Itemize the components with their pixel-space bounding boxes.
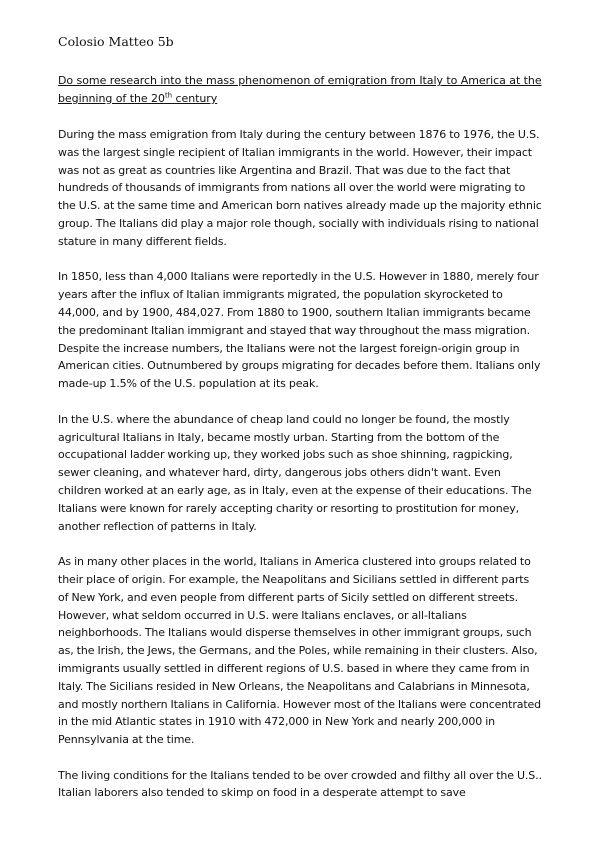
title-superscript: th: [164, 91, 173, 100]
paragraph-3: In the U.S. where the abundance of cheap land could no longer be found, the mostly agricultural Italians in Italy, became mostly urban. Starting from the bottom of the occupational ladder working up, they worked jobs such as shoe shinning, ragpicking, sewer cleaning, and whatever hard, dirty, dangerous jobs others didn't want. Even children worked at an early age, as in Italy, even at the expense of their educations. The Italians were known for rarely accepting charity or resorting to prostitution for money, another reflection of patterns in Italy.: [58, 412, 532, 533]
assignment-title: [58, 72, 542, 108]
paragraph-5: The living conditions for the Italians tended to be over crowded and filthy all over the U.S.. Italian laborers also tended to skimp on food in a desperate attempt to save: [58, 768, 542, 800]
title-tail-text: century: [172, 92, 218, 105]
paragraph-4: As in many other places in the world, Italians in America clustered into groups related to their place of origin. For example, the Neapolitans and Sicilians settled in different parts of New York, and even people from different parts of Sicily settled on different streets. However, what seldom occurred in U.S. were Italians enclaves, or all-Italians neighborhoods. The Italians would disperse themselves in other immigrant groups, such as, the Irish, the Jews, the Germans, and the Poles, while remaining in their clusters. Also, immigrants usually settled in different regions of U.S. based in where they came from in Italy. The Sicilians resided in New Orleans, the Neapolitans and Calabrians in Minnesota, and mostly northern Italians in California. However most of the Italians were concentrated in the mid Atlantic states in 1910 with 472,000 in New York and nearly 200,000 in Pennsylvania at the time.: [58, 555, 542, 747]
document-page: [58, 33, 542, 820]
title-main-text: Do some research into the mass phenomenon of emigration from Italy to America at the beginning of the 20: [58, 74, 542, 105]
author-line: Colosio Matteo 5b: [58, 34, 174, 49]
paragraph-2: In 1850, less than 4,000 Italians were reportedly in the U.S. However in 1880, merely four years after the influx of Italian immigrants migrated, the population skyrocketed to 44,000, and by 1900, 484,027. From 1880 to 1900, southern Italian immigrants became the predominant Italian immigrant and stayed that way throughout the mass migration. Despite the increase numbers, the Italians were not the largest foreign-origin group in American cities. Outnumbered by groups migrating for decades before them. Italians only made-up 1.5% of the U.S. population at its peak.: [58, 270, 541, 391]
paragraph-1: During the mass emigration from Italy during the century between 1876 to 1976, the U.S. was the largest single recipient of Italian immigrants in the world. However, their impact was not as great as countries like Argentina and Brazil. That was due to the fact that hundreds of thousands of immigrants from nations all over the world were migrating to the U.S. at the same time and American born natives already made up the majority ethnic group. The Italians did play a major role though, socially with individuals rising to national stature in many different fields.: [58, 128, 542, 248]
